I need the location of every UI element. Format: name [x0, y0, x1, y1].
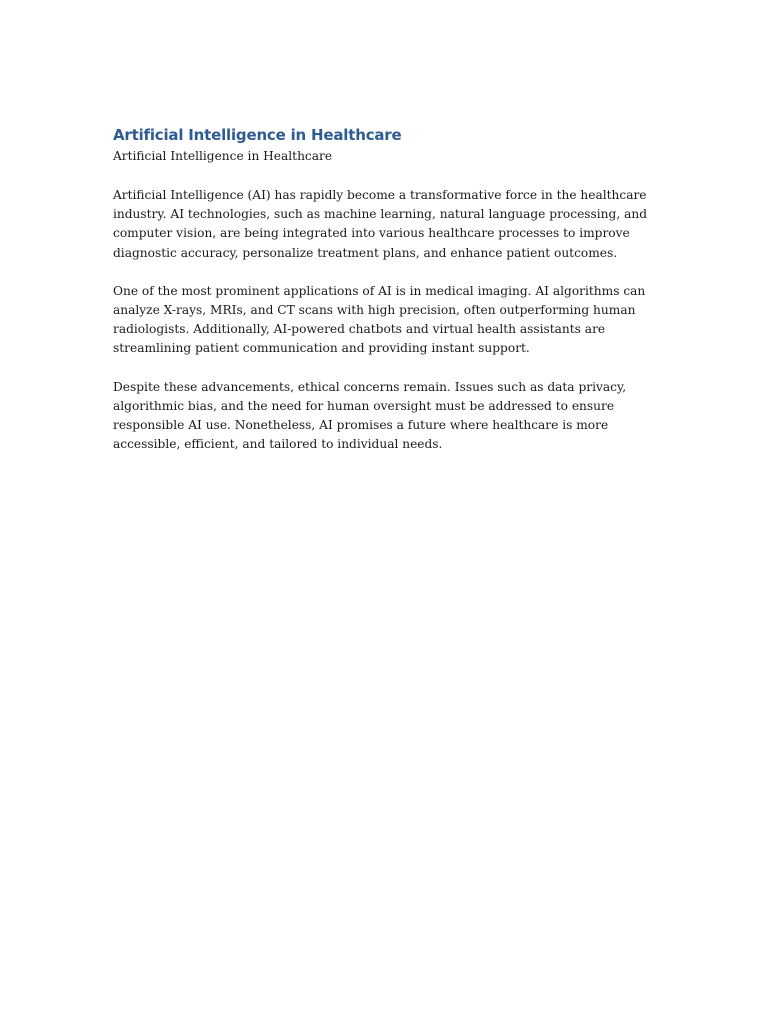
document-subtitle: Artificial Intelligence in Healthcare [113, 149, 333, 163]
paragraph-applications: One of the most prominent applications of AI is in medical imaging. AI algorithms can analyze X-rays, MRIs, and CT scans with high precision, often outperforming human radiologists. Additionally, AI-powered chatbots and virtual health assistants are streamlining patient communication and providing instant support. [113, 283, 646, 356]
document-body [113, 124, 658, 454]
document-heading: Artificial Intelligence in Healthcare [113, 126, 402, 144]
paragraph-intro: Artificial Intelligence (AI) has rapidly become a transformative force in the healthcare industry. AI technologies, such as machine learning, natural language processing, and computer vision, are being integrated into various healthcare processes to improve diagnostic accuracy, personalize treatment plans, and enhance patient outcomes. [113, 188, 647, 260]
paragraph-ethics: Despite these advancements, ethical concerns remain. Issues such as data privacy, algorithmic bias, and the need for human oversight must be addressed to ensure responsible AI use. Nonetheless, AI promises a future where healthcare is more accessible, efficient, and tailored to individual needs. [113, 379, 627, 452]
